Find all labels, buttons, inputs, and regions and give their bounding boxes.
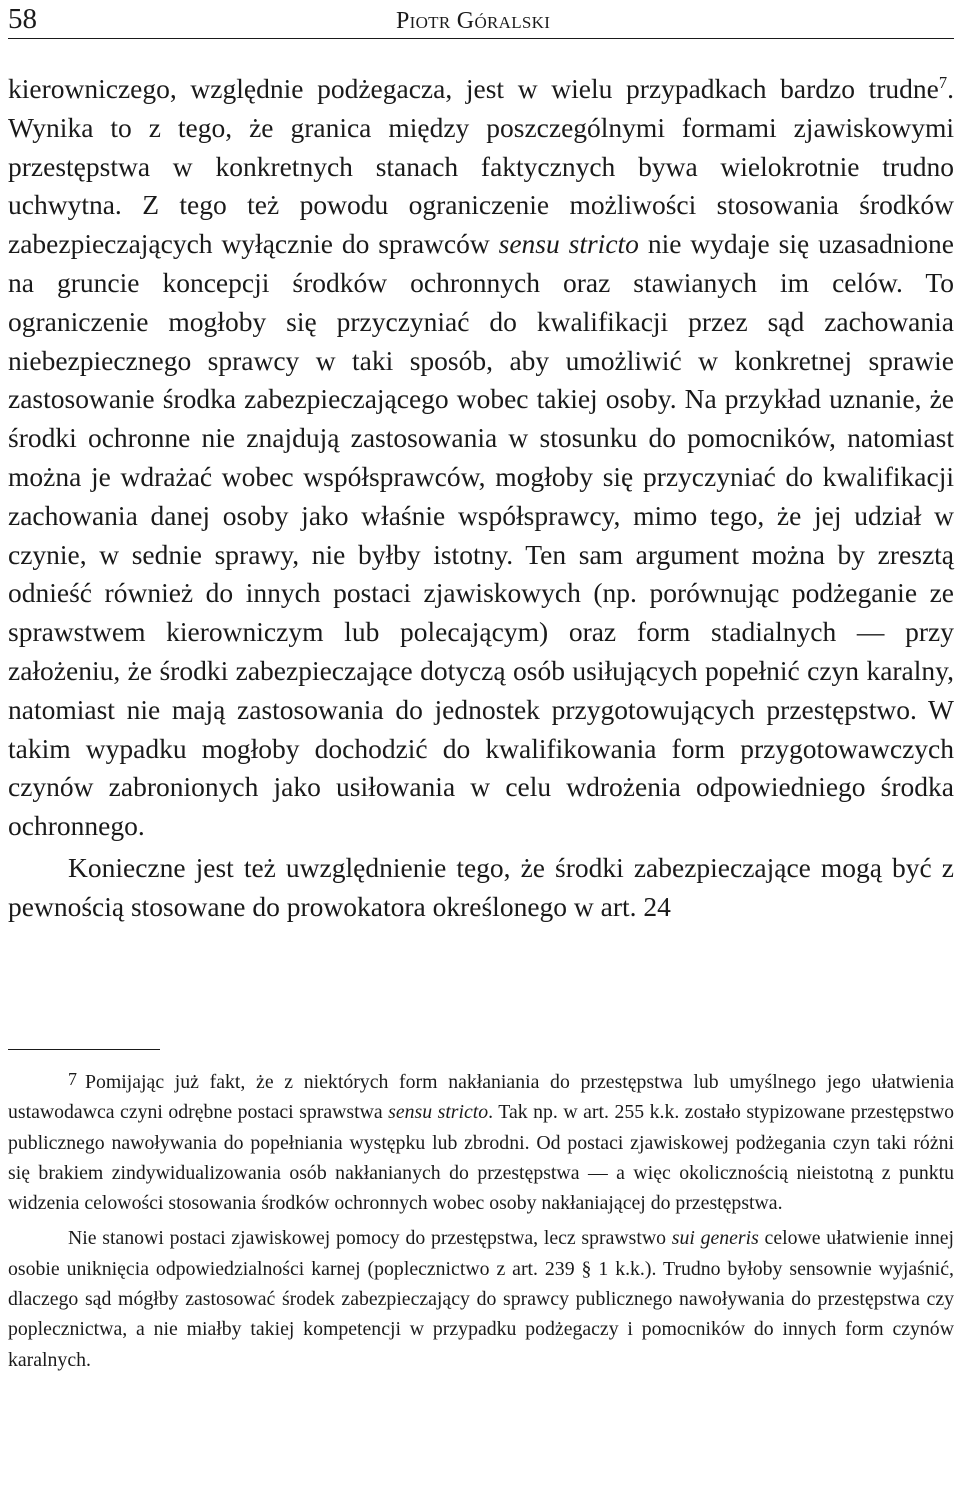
author-running-head: Piotr Góralski: [396, 8, 551, 34]
footnote-number: 7: [68, 1069, 77, 1089]
running-header: [8, 2, 954, 39]
footnote-italic-sui-generis: sui generis: [671, 1227, 759, 1250]
paragraph-2: Konieczne jest też uwzględnienie tego, że środki zabezpieczające mogą być z pewnością stosowane do prowokatora określonego w art. 24: [8, 851, 954, 922]
page-number: 58: [8, 3, 37, 35]
paragraph-1: [8, 70, 954, 846]
footnote-7-p2-text-a: Nie stanowi postaci zjawiskowej pomocy do przestępstwa, lecz sprawstwo: [68, 1227, 672, 1250]
footnote-separator: [8, 1049, 160, 1050]
paragraph-1-text-c: nie wydaje się uzasadnione na gruncie koncepcji środków ochronnych oraz stawianych im celów. To ograniczenie mogłoby się przyczyniać do kwalifikacji przez sąd zachowania niebezpiecznego sprawcy w taki sposób, aby umożliwić w konkretnej sprawie zastosowanie środka zabezpieczającego wobec takiej osoby. Na przykład uznanie, że środki ochronne nie znajdują zastosowania w stosunku do pomocników, natomiast można je wdrażać wobec współsprawców, mogłoby się przyczyniać do kwalifikacji zachowania danej osoby jako właśnie współsprawcy, mimo tego, że jej udział w czynie, w sednie sprawy, nie byłby istotny. Ten sam argument można by zresztą odnieść również do innych postaci zjawiskowych (np. porównując podżeganie ze sprawstwem kierowniczym lub polecającym) oraz form stadialnych — przy założeniu, że środki zabezpieczające dotyczą osób usiłujących popełnić czyn karalny, natomiast nie mają zastosowania do jednostek przygotowujących przestępstwo. W takim wypadku mogłoby dochodzić do kwalifikowania form przygotowawczych czynów zabronionych jako usiłowania w celu wdrożenia odpowiedniego środka ochronnego.: [8, 228, 955, 842]
footnotes: [8, 1067, 954, 1375]
footnote-reference-7: 7: [938, 72, 948, 92]
main-text: [8, 70, 954, 927]
footnote-7-text-b: . Tak np. w art. 255 k.k. zostało stypizowane przestępstwo publicznego nawoływania do popełniania występku lub zbrodni. Od postaci zjawiskowej podżegania czyn taki różni się brakiem zindywidualizowania osób nakłanianych do przestępstwa — a więc okolicznością nieistotną z punktu widzenia celowości stosowania środków ochronnych wobec osoby nakłaniającej do przestępstwa.: [8, 1101, 954, 1215]
footnote-7: [8, 1067, 954, 1218]
italic-sensu-stricto: sensu stricto: [498, 228, 639, 260]
footnote-7-text-a: Pomijając już fakt, że z niektórych form nakłaniania do przestępstwa lub umyślnego jego ułatwienia ustawodawca czyni odrębne postaci sprawstwa: [8, 1071, 954, 1124]
footnote-7-p2-text-b: celowe ułatwienie innej osobie uniknięcia odpowiedzialności karnej (poplecznictwo z art. 239 § 1 k.k.). Trudno byłoby sensownie wyjaśnić, dlaczego sąd mógłby zastosować środek zabezpieczający do sprawcy publicznego nawoływania do przestępstwa czy poplecznictwa, a nie miałby takiej kompetencji w przypadku podżegaczy i pomocników do innych form czynów karalnych.: [8, 1227, 954, 1371]
paragraph-1-text-a: kierowniczego, względnie podżegacza, jest w wielu przypadkach bardzo trudne: [8, 73, 939, 104]
footnote-7-paragraph-2: [8, 1223, 954, 1374]
paragraph-1-text-b: . Wynika to z tego, że granica między poszczególnymi formami zjawiskowymi przestępstwa w konkretnych stanach faktycznych bywa wielokrotnie trudno uchwytna. Z tego też powodu ograniczenie możliwości stosowania środków zabezpieczających wyłącznie do sprawców: [8, 73, 954, 260]
footnote-italic-sensu-stricto: sensu stricto: [388, 1101, 489, 1124]
